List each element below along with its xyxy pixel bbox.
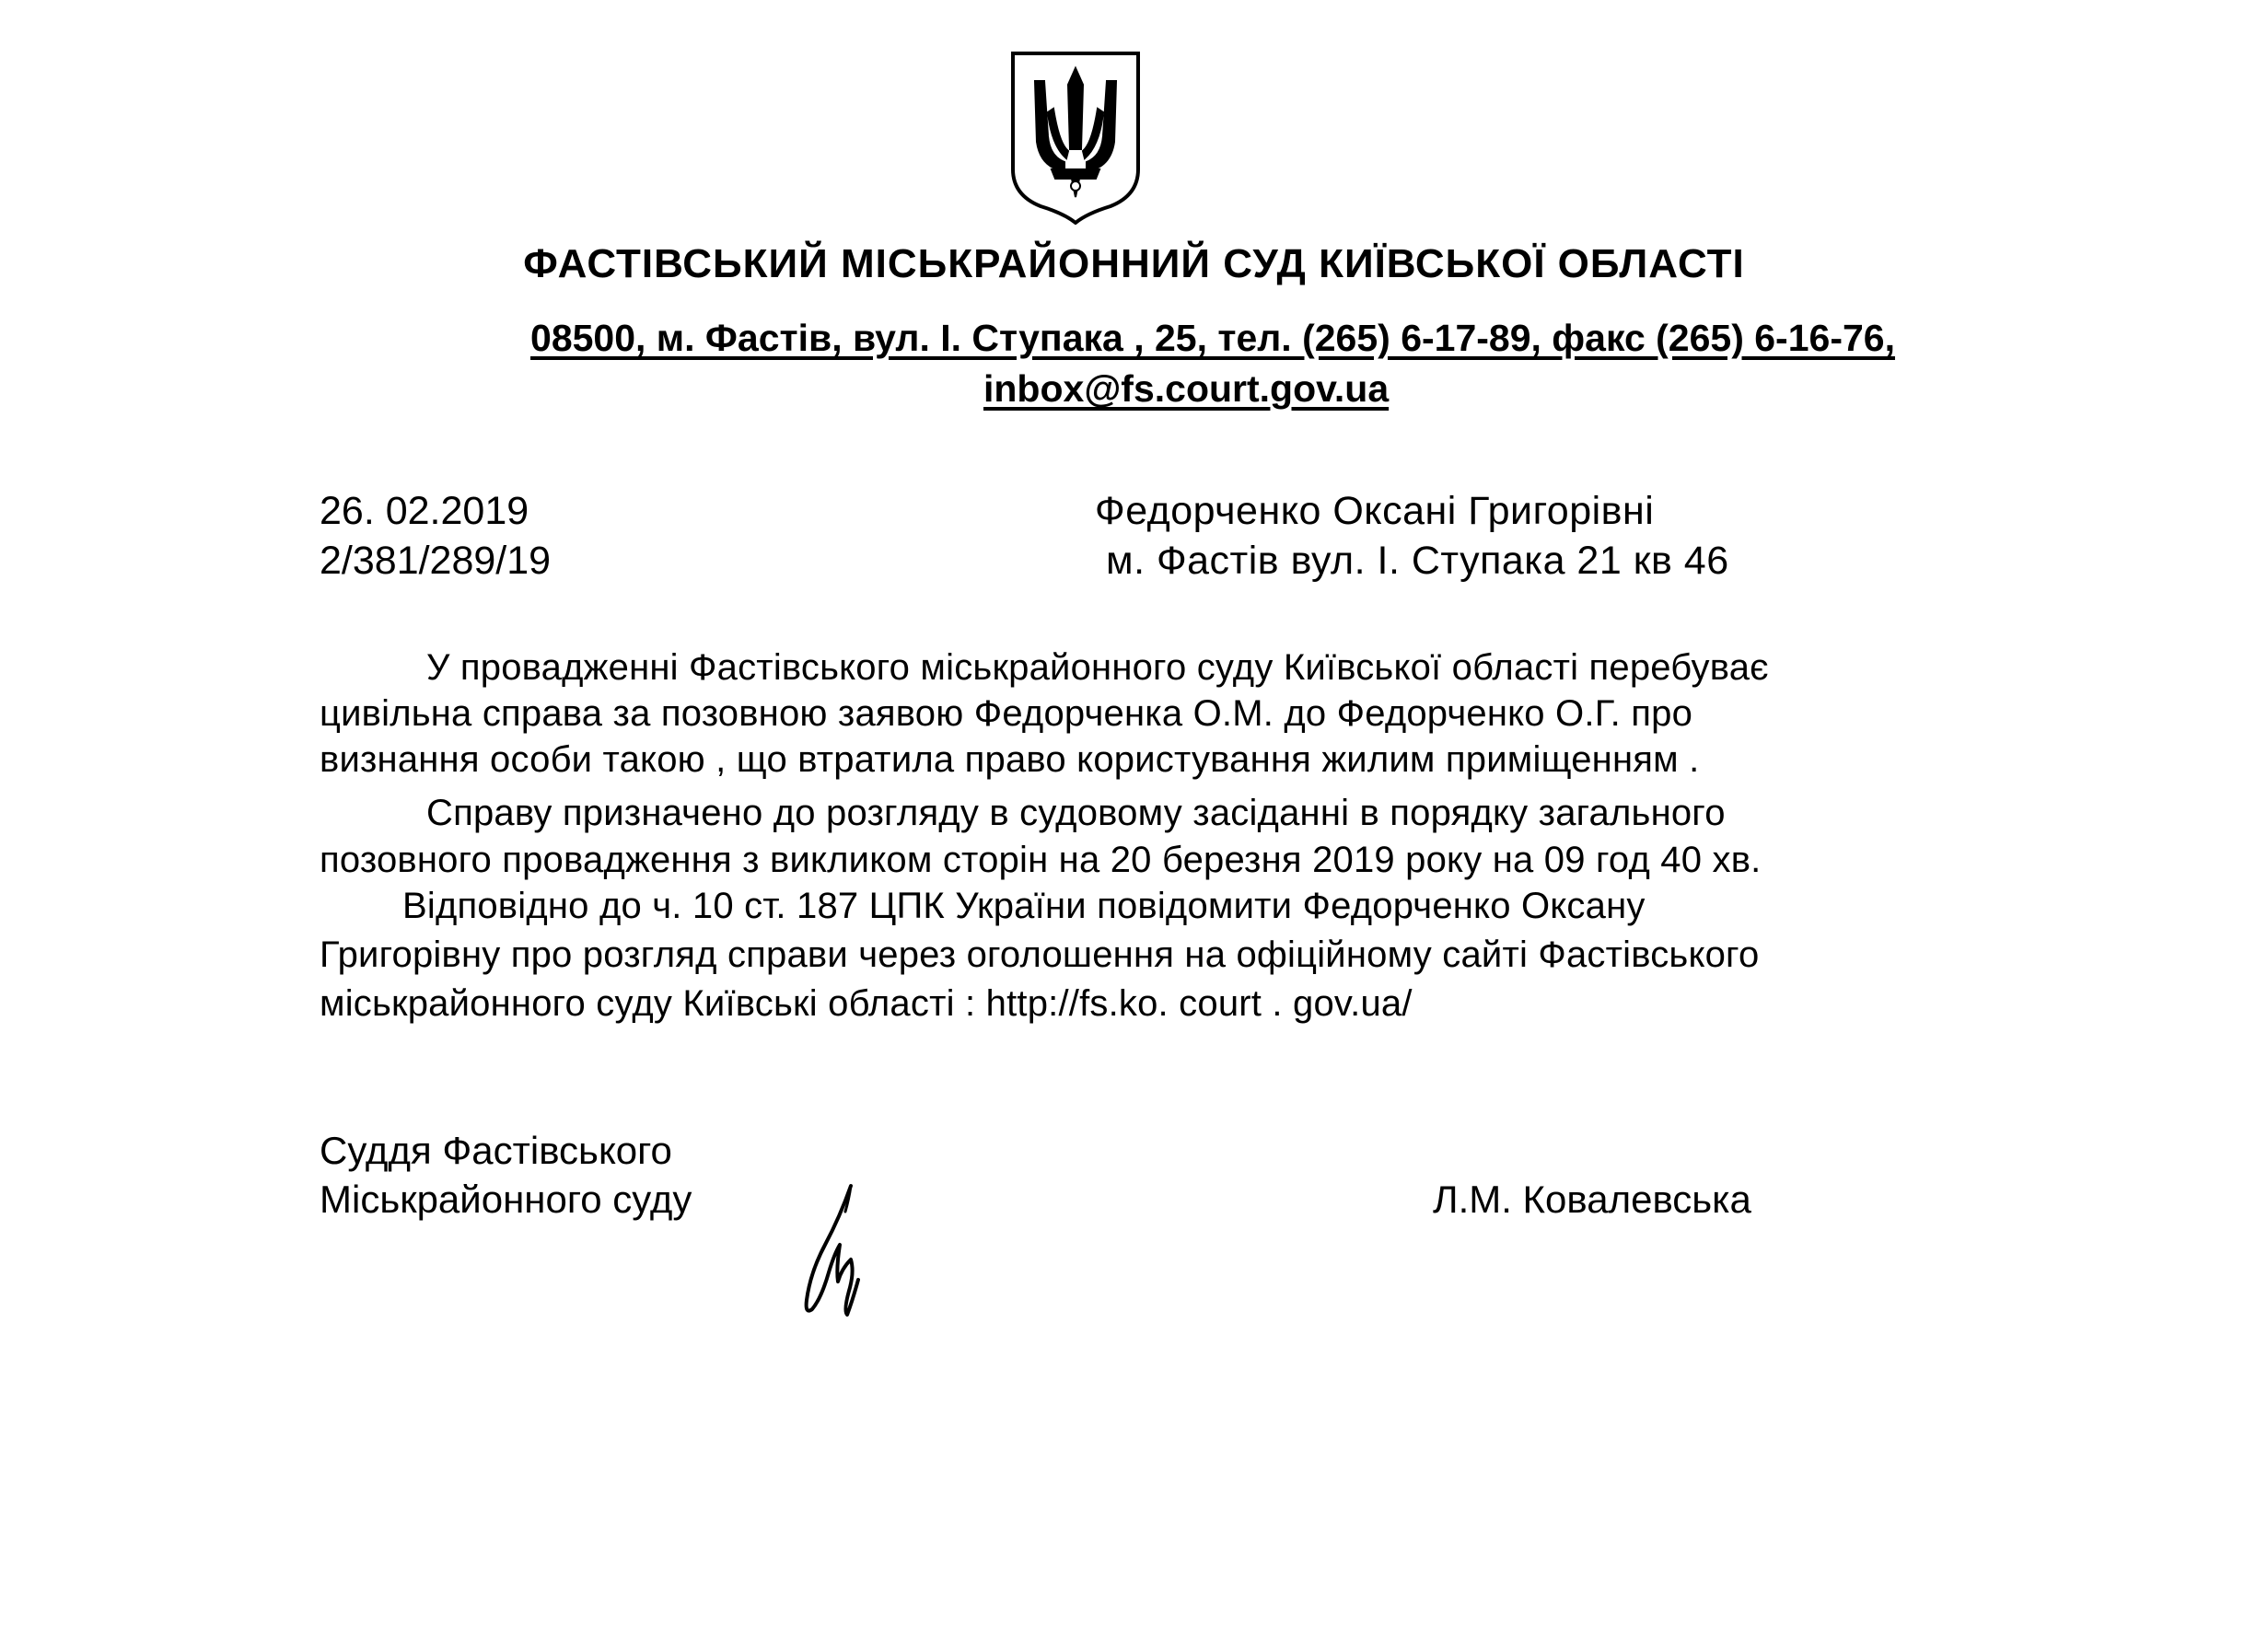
body-line: Справу призначено до розгляду в судовому засіданні в порядку загального: [426, 793, 1726, 833]
case-number: 2/381/289/19: [320, 539, 552, 583]
letter-date: 26. 02.2019: [320, 489, 529, 533]
court-email-link[interactable]: inbox@fs.court.gov.ua: [983, 367, 1390, 410]
body-line: визнання особи такою , що втратила право користування жилим приміщенням .: [320, 739, 1700, 780]
signatory-title: Міськрайонного суду: [320, 1178, 692, 1221]
recipient-name: Федорченко Оксані Григорівні: [1095, 489, 1655, 533]
court-name-heading: ФАСТІВСЬКИЙ МІСЬКРАЙОННИЙ СУД КИЇВСЬКОЇ ОБЛАСТІ: [523, 241, 1745, 286]
body-line: міськрайонного суду Київські області : http://fs.ko. court . gov.ua/: [320, 983, 1413, 1024]
recipient-address: м. Фастів вул. І. Ступака 21 кв 46: [1106, 539, 1729, 583]
body-line: Відповідно до ч. 10 ст. 187 ЦПК України повідомити Федорченко Оксану: [402, 886, 1646, 926]
body-line: позовного провадження з викликом сторін на 20 березня 2019 року на 09 год 40 хв.: [320, 840, 1762, 880]
judge-name: Л.М. Ковалевська: [1433, 1178, 1751, 1221]
signatory-title: Суддя Фастівського: [320, 1129, 672, 1172]
body-line: Григорівну про розгляд справи через оголошення на офіційному сайті Фастівського: [320, 934, 1760, 975]
body-line: цивільна справа за позовною заявою Федорченка О.М. до Федорченко О.Г. про: [320, 693, 1693, 734]
body-line: У провадженні Фастівського міськрайонного суду Київської області перебуває: [426, 647, 1769, 688]
handwritten-signature-icon: [794, 1180, 895, 1318]
ukraine-trident-emblem-icon: [1007, 48, 1144, 225]
court-address: 08500, м. Фастів, вул. І. Ступака , 25, тел. (265) 6-17-89, факс (265) 6-16-76,: [530, 317, 1895, 359]
